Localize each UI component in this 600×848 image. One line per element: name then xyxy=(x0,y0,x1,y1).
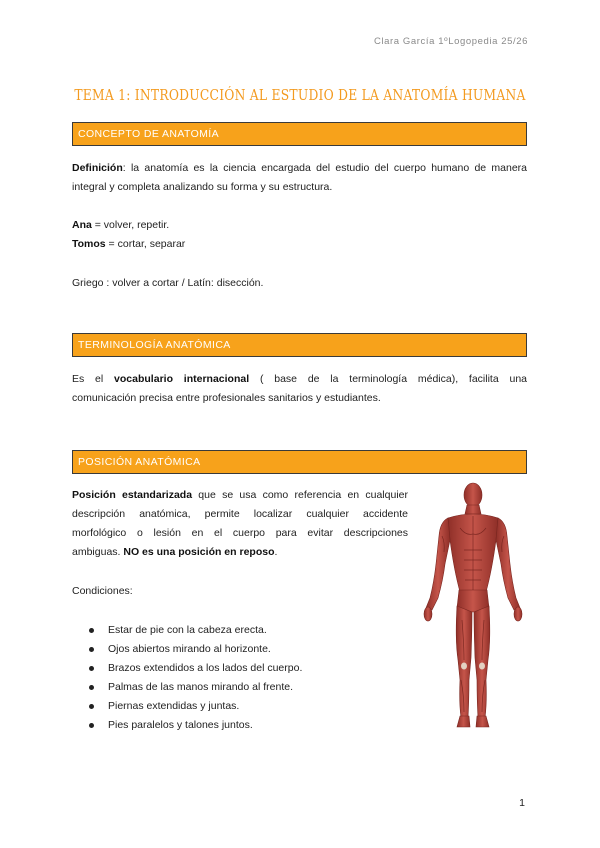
vocabulario-term: vocabulario internacional xyxy=(114,373,250,385)
bullet-icon xyxy=(89,704,94,709)
condition-text: Ojos abiertos mirando al horizonte. xyxy=(108,643,271,655)
page-number: 1 xyxy=(519,797,525,809)
list-item xyxy=(86,716,302,735)
list-item xyxy=(86,678,302,697)
etymology-tomos xyxy=(72,238,185,250)
bullet-icon xyxy=(89,628,94,633)
definition-text: : la anatomía es la ciencia encargada del estudio del cuerpo humano de manera xyxy=(122,162,527,174)
list-item xyxy=(86,640,302,659)
list-item xyxy=(86,659,302,678)
etymology-ana xyxy=(72,219,169,231)
ana-definition: = volver, repetir. xyxy=(91,219,170,231)
posicion-paragraph-line2: descripción anatómica, permite localizar cualquier accidente xyxy=(72,508,408,520)
condition-text: Brazos extendidos a los lados del cuerpo. xyxy=(108,662,303,674)
tomos-term: Tomos xyxy=(72,238,106,250)
ana-term: Ana xyxy=(72,219,92,231)
posicion-paragraph-line3: morfológico o lesión en el cuerpo para evitar descripciones xyxy=(72,527,408,539)
definition-term: Definición xyxy=(72,162,123,174)
human-muscle-anatomy-figure xyxy=(414,480,532,732)
terminologia-text-pre: Es el xyxy=(72,373,115,385)
list-item xyxy=(86,697,302,716)
etymology-origin: Griego : volver a cortar / Latín: disección. xyxy=(72,277,264,289)
conditions-label: Condiciones: xyxy=(72,585,133,597)
section-heading-posicion: POSICIÓN ANATÓMICA xyxy=(72,450,527,474)
posicion-text-1: que se usa como referencia en cualquier xyxy=(192,489,408,501)
section-heading-terminologia: TERMINOLOGÍA ANATÓMICA xyxy=(72,333,527,357)
definition-paragraph-line2: integral y completa analizando su forma y su estructura. xyxy=(72,181,333,193)
terminologia-text-post: ( base de la terminología médica), facilita una xyxy=(249,373,528,385)
bullet-icon xyxy=(89,685,94,690)
page-title: TEMA 1: INTRODUCCIÓN AL ESTUDIO DE LA ANATOMÍA HUMANA xyxy=(74,86,526,104)
posicion-term: Posición estandarizada xyxy=(72,489,193,501)
list-item xyxy=(86,621,302,640)
bullet-icon xyxy=(89,666,94,671)
posicion-paragraph-line4 xyxy=(72,546,277,558)
bullet-icon xyxy=(89,647,94,652)
terminologia-paragraph-line2: comunicación precisa entre profesionales sanitarios y estudiantes. xyxy=(72,392,381,404)
condition-text: Pies paralelos y talones juntos. xyxy=(108,719,253,731)
bullet-icon xyxy=(89,723,94,728)
condition-text: Palmas de las manos mirando al frente. xyxy=(108,681,294,693)
definition-paragraph-line1 xyxy=(72,159,527,178)
document-header: Clara García 1ºLogopedia 25/26 xyxy=(373,36,528,47)
terminologia-paragraph-line1 xyxy=(72,370,527,389)
posicion-text-4-post: . xyxy=(274,546,278,558)
section-heading-concepto: CONCEPTO DE ANATOMÍA xyxy=(72,122,527,146)
posicion-paragraph-line1 xyxy=(72,486,408,505)
condition-text: Estar de pie con la cabeza erecta. xyxy=(108,624,267,636)
posicion-text-4-pre: ambiguas. xyxy=(72,546,124,558)
conditions-list xyxy=(86,621,302,735)
tomos-definition: = cortar, separar xyxy=(105,238,186,250)
condition-text: Piernas extendidas y juntas. xyxy=(108,700,240,712)
no-reposo-term: NO es una posición en reposo xyxy=(123,546,275,558)
